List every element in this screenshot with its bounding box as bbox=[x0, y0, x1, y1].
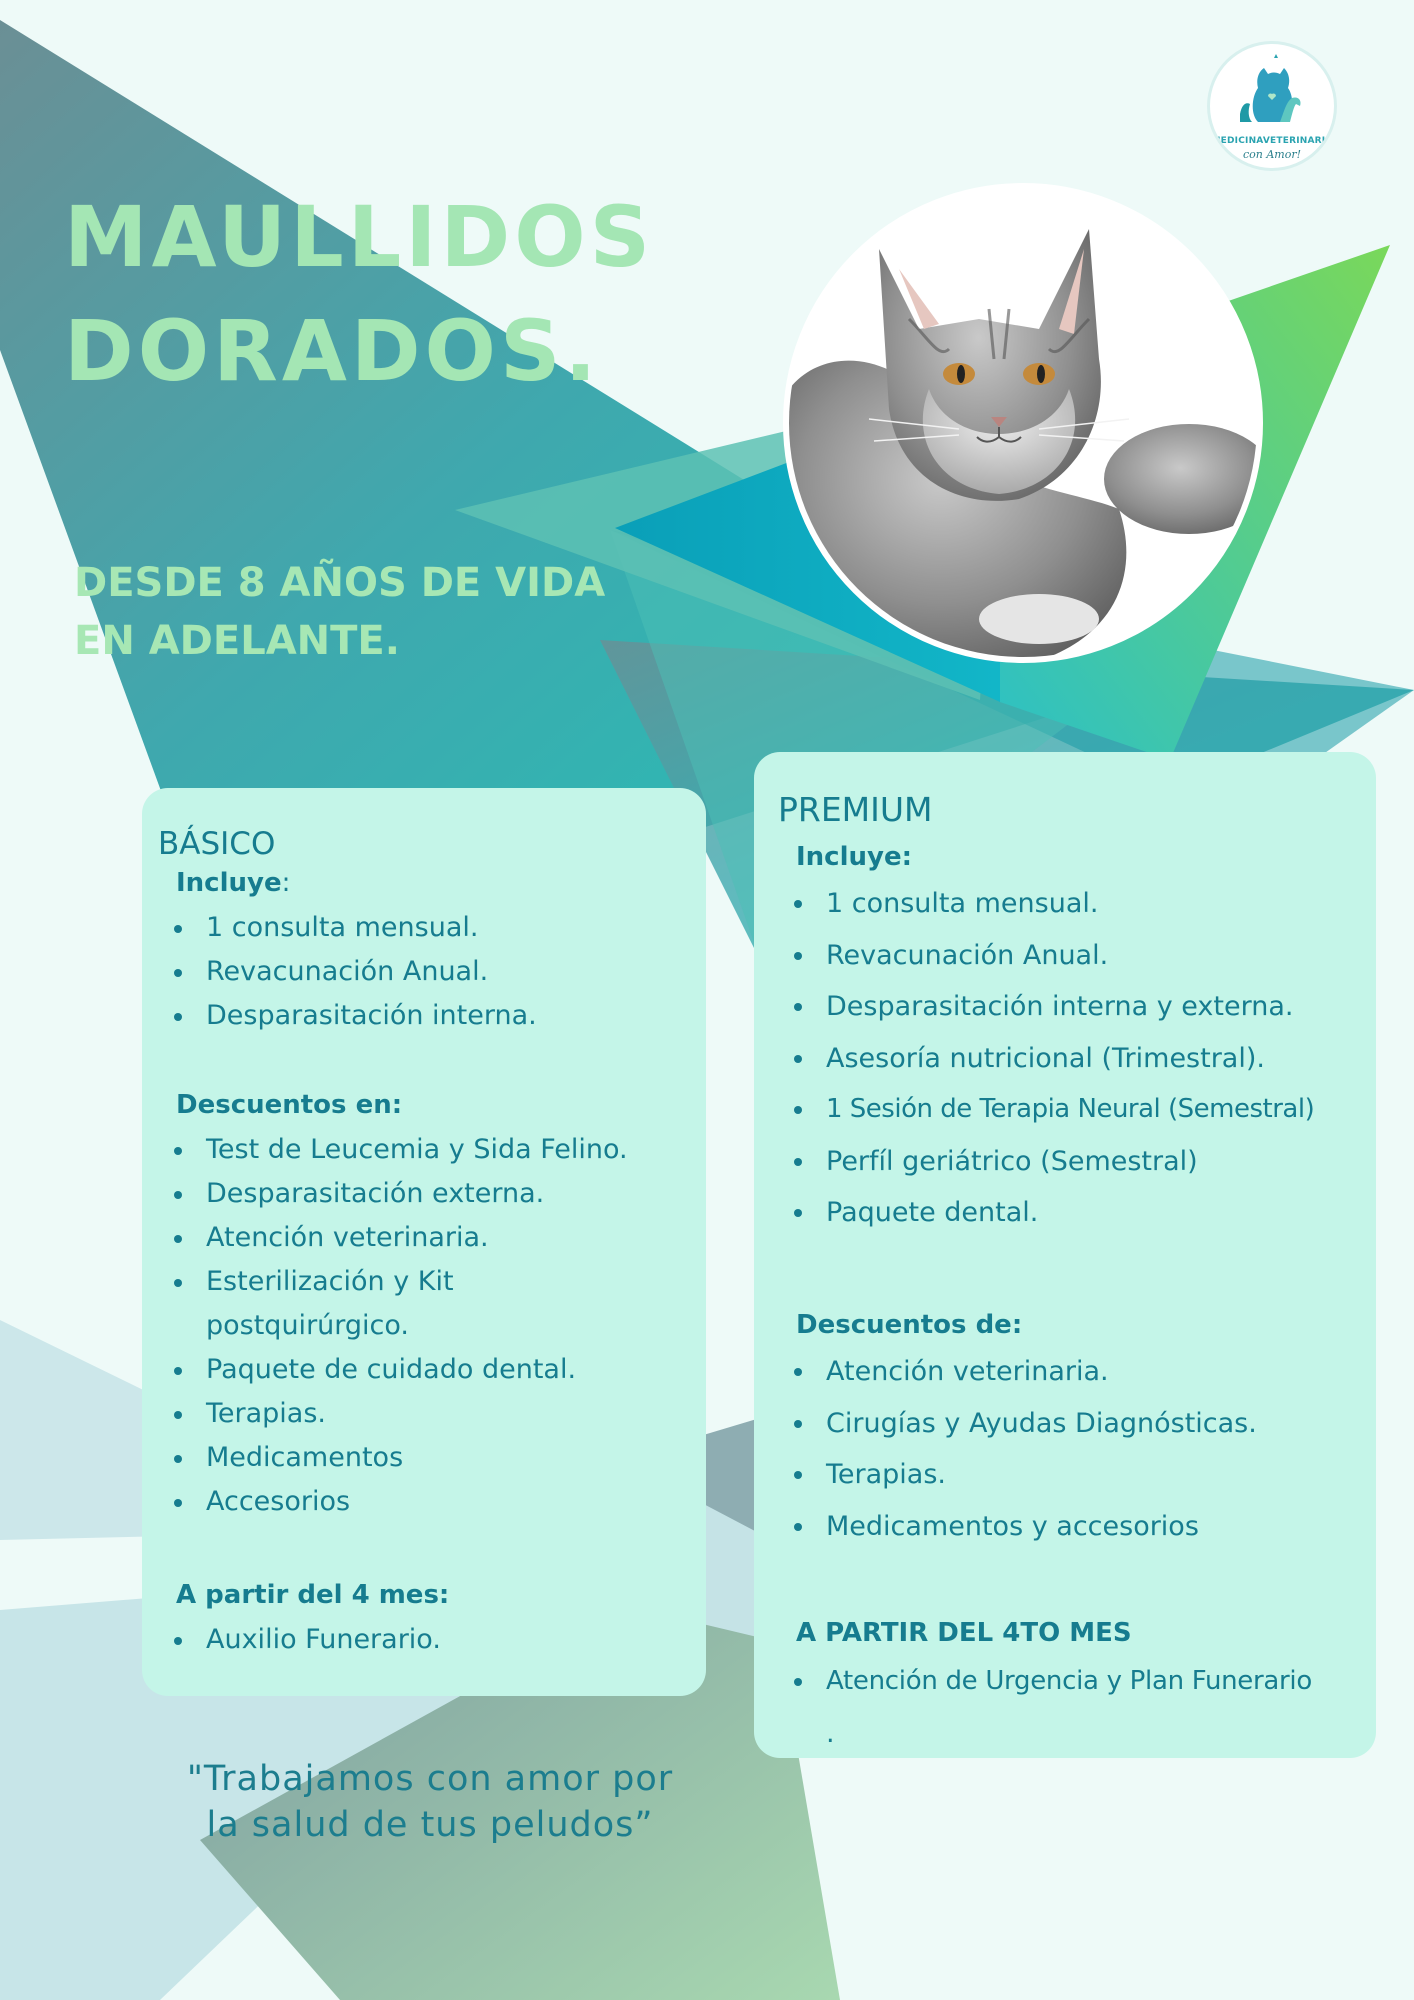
basic-discounts-heading: Descuentos en: bbox=[176, 1090, 403, 1120]
list-item: Paquete dental. bbox=[826, 1187, 1314, 1239]
basic-includes-colon: : bbox=[281, 868, 291, 898]
list-item: Auxilio Funerario. bbox=[206, 1618, 441, 1662]
list-item: Desparasitación interna y externa. bbox=[826, 981, 1314, 1033]
footer-quote-line-1: "Trabajamos con amor por bbox=[186, 1759, 674, 1799]
list-item: Terapias. bbox=[826, 1449, 1257, 1501]
premium-discounts-list bbox=[792, 1346, 1257, 1552]
list-item: Cirugías y Ayudas Diagnósticas. bbox=[826, 1398, 1257, 1450]
list-item: Desparasitación externa. bbox=[206, 1172, 628, 1216]
basic-from-heading: A partir del 4 mes: bbox=[176, 1580, 450, 1610]
premium-includes-heading: Incluye: bbox=[796, 842, 912, 872]
list-item: Atención veterinaria. bbox=[206, 1216, 628, 1260]
list-item: Revacunación Anual. bbox=[826, 930, 1314, 982]
logo-tagline: con Amor! bbox=[1242, 148, 1302, 161]
plan-card-basic bbox=[142, 788, 706, 1696]
list-item: Revacunación Anual. bbox=[206, 950, 537, 994]
list-item: Perfíl geriátrico (Semestral) bbox=[826, 1136, 1314, 1188]
list-item: Esterilización y Kit postquirúrgico. bbox=[206, 1260, 506, 1348]
logo-name: MEDICINAVETERINARIA bbox=[1211, 136, 1333, 146]
list-item: 1 consulta mensual. bbox=[206, 906, 537, 950]
cat-photo bbox=[783, 183, 1263, 663]
list-item: Desparasitación interna. bbox=[206, 994, 537, 1038]
list-item: 1 Sesión de Terapia Neural (Semestral) bbox=[826, 1084, 1314, 1136]
basic-from-list bbox=[172, 1618, 441, 1662]
basic-includes-list bbox=[172, 906, 537, 1038]
page-title bbox=[64, 180, 654, 408]
cat-illustration-icon bbox=[789, 189, 1257, 657]
page-subtitle: DESDE 8 AÑOS DE VIDA EN ADELANTE. bbox=[74, 560, 606, 664]
list-item: Accesorios bbox=[206, 1480, 628, 1524]
list-item: Test de Leucemia y Sida Felino. bbox=[206, 1128, 628, 1172]
page-title-line-2: DORADOS. bbox=[64, 302, 601, 400]
basic-includes-label: Incluye bbox=[176, 868, 282, 898]
premium-from-trailing-dot: . bbox=[826, 1718, 835, 1749]
list-item: Terapias. bbox=[206, 1392, 628, 1436]
plan-title-basic: BÁSICO bbox=[158, 826, 276, 862]
footer-quote bbox=[140, 1756, 720, 1848]
premium-from-list bbox=[792, 1656, 1312, 1708]
plan-card-premium bbox=[754, 752, 1376, 1758]
premium-discounts-heading: Descuentos de: bbox=[796, 1310, 1023, 1340]
list-item: Paquete de cuidado dental. bbox=[206, 1348, 628, 1392]
clinic-logo bbox=[1210, 44, 1334, 168]
footer-quote-line-2: la salud de tus peludos” bbox=[206, 1805, 654, 1845]
page-title-line-1: MAULLIDOS bbox=[64, 188, 655, 286]
premium-includes-list bbox=[792, 878, 1314, 1239]
list-item: Asesoría nutricional (Trimestral). bbox=[826, 1033, 1314, 1085]
list-item: Medicamentos bbox=[206, 1436, 628, 1480]
list-item: Atención veterinaria. bbox=[826, 1346, 1257, 1398]
list-item: Medicamentos y accesorios bbox=[826, 1501, 1257, 1553]
plan-title-premium: PREMIUM bbox=[778, 790, 933, 829]
basic-discounts-list bbox=[172, 1128, 628, 1524]
premium-from-heading: A PARTIR DEL 4TO MES bbox=[796, 1618, 1132, 1648]
list-item: 1 consulta mensual. bbox=[826, 878, 1314, 930]
pet-silhouette-icon bbox=[1210, 44, 1334, 136]
list-item: Atención de Urgencia y Plan Funerario bbox=[826, 1656, 1312, 1708]
basic-includes-heading bbox=[176, 868, 290, 898]
